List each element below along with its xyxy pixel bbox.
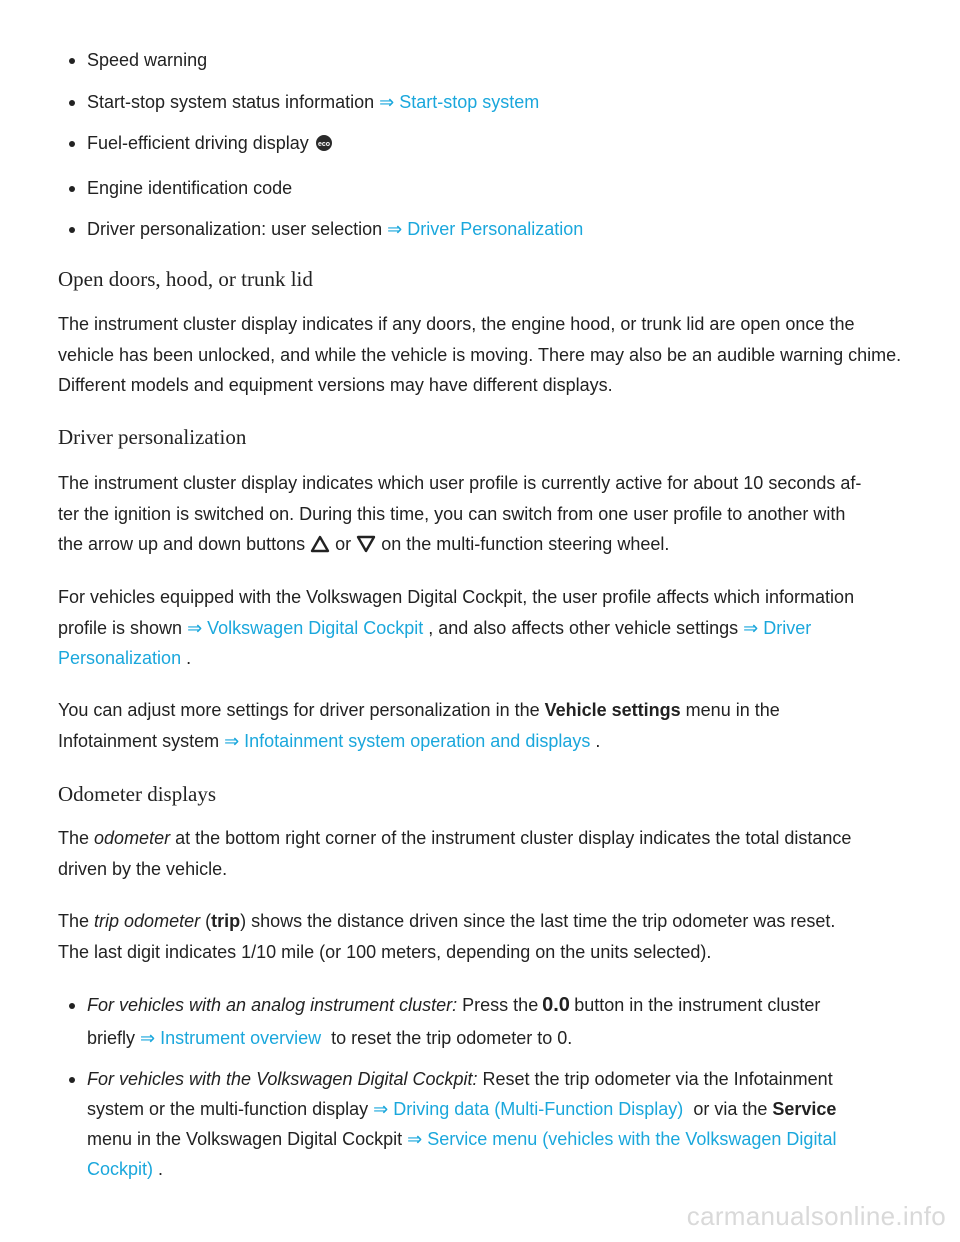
text-line: The instrument cluster display indicates which user profile is currently active for about 10 seconds af- [58, 473, 862, 493]
text-span: The [58, 911, 95, 931]
text-line: For vehicles equipped with the Volkswagen Digital Cockpit, the user profile affects which information [58, 587, 855, 607]
driver-personalization-link-start[interactable]: ⇒ Driver [743, 617, 812, 638]
text-line [87, 1124, 908, 1154]
text-line [58, 643, 908, 674]
list-item-text: Speed warning [87, 50, 208, 70]
digital-cockpit-label: For vehicles with the Volkswagen Digital Cockpit: [87, 1069, 478, 1089]
text-line [87, 1064, 908, 1094]
text-span: to reset the trip odometer to 0. [321, 1028, 573, 1048]
text-span: . [590, 730, 601, 751]
doors-paragraph: The instrument cluster display indicates if any doors, the engine hood, or trunk lid are open once the vehicle has been unlocked, and while the vehicle is moving. There may also be an audible warning chime. Different models and equipment versions may have different displays. [58, 314, 902, 395]
text-span: ) shows the distance driven since the last time the trip odometer was reset. [240, 911, 836, 931]
list-item-text: Driver personalization: user selection [87, 219, 388, 239]
text-line [87, 1154, 908, 1184]
text-span: . [181, 648, 192, 668]
text-span: menu in the Volkswagen Digital Cockpit [87, 1129, 408, 1149]
text-span: system or the multi-function display [87, 1099, 374, 1119]
text-line: ter the ignition is switched on. During this time, you can switch from one user profile to another with [58, 503, 846, 524]
trip-reset-button-icon [543, 993, 569, 1023]
infotainment-link[interactable]: ⇒ Infotainment system operation and displays [224, 730, 591, 751]
text-span: You can adjust more settings for driver personalization in the [58, 700, 545, 720]
odometer-reset-list [58, 990, 908, 1184]
arrow-up-button-icon [310, 532, 330, 563]
start-stop-link[interactable]: ⇒ Start-stop system [379, 91, 540, 112]
list-item [58, 1064, 908, 1184]
text-line [58, 906, 908, 937]
text-span: profile is shown [58, 617, 188, 638]
list-item [58, 45, 908, 75]
text-span: on the multi-function steering wheel. [376, 534, 670, 554]
list-item [58, 214, 908, 244]
feature-list [58, 45, 908, 256]
text-line [58, 529, 908, 563]
list-item-text: Start-stop system status information [87, 91, 380, 112]
arrow-down-button-icon [356, 532, 376, 563]
list-item-text: Engine identification code [87, 177, 293, 198]
watermark: carmanualsonline.info [686, 1201, 946, 1231]
driver-personalization-link[interactable]: ⇒ Driver Personalization [387, 219, 584, 239]
list-item [58, 173, 908, 203]
eco-icon [314, 131, 334, 161]
service-menu-link-start[interactable]: ⇒ Service menu (vehicles with the Volkswagen Digital [407, 1129, 837, 1149]
vehicle-settings-label: Vehicle settings [544, 700, 681, 720]
svg-text:eco: eco [317, 141, 330, 148]
text-span: menu in the [680, 700, 780, 720]
svg-text:0.0: 0.0 [543, 994, 570, 1014]
text-span: Reset the trip odometer via the Infotainment [477, 1069, 833, 1089]
text-span: or via the [683, 1099, 773, 1119]
text-span: Infotainment system [58, 730, 225, 751]
digital-cockpit-link[interactable]: ⇒ Volkswagen Digital Cockpit [187, 617, 424, 638]
text-span: . [153, 1159, 164, 1179]
text-line [58, 695, 908, 726]
text-line: driven by the vehicle. [58, 858, 228, 879]
driver-paragraph-1 [58, 468, 908, 563]
service-menu-link-end[interactable]: Cockpit) [87, 1159, 154, 1179]
text-span: the arrow up and down buttons [58, 534, 311, 554]
text-line: The last digit indicates 1/10 mile (or 100 meters, depending on the units selected). [58, 941, 712, 962]
list-item [58, 87, 908, 117]
text-span: briefly [87, 1028, 141, 1048]
text-line [87, 1023, 908, 1053]
list-item [58, 990, 908, 1053]
text-span: ( [200, 911, 212, 931]
instrument-overview-link[interactable]: ⇒ Instrument overview [140, 1028, 322, 1048]
driver-personalization-link-end[interactable]: Personalization [58, 648, 182, 668]
driver-paragraph-2 [58, 582, 908, 674]
text-span: , and also affects other vehicle settings [423, 617, 744, 638]
text-line [87, 990, 908, 1023]
driving-data-link[interactable]: ⇒ Driving data (Multi-Function Display) [373, 1099, 684, 1119]
section-title-odometer: Odometer displays [58, 782, 217, 806]
list-item-text: Fuel-efficient driving display [87, 133, 314, 153]
list-item [58, 128, 908, 161]
trip-odometer-term: trip odometer [94, 911, 201, 931]
section-title-doors: Open doors, hood, or trunk lid [58, 267, 313, 291]
trip-label: trip [211, 911, 241, 931]
service-label: Service [772, 1099, 837, 1119]
text-span: button in the instrument cluster [569, 995, 821, 1015]
text-line [58, 613, 908, 644]
text-line [87, 1094, 908, 1124]
text-span: or [330, 534, 357, 554]
text-span: Press the [457, 995, 544, 1015]
text-span: The [58, 828, 95, 848]
driver-paragraph-3 [58, 695, 908, 756]
text-line [58, 726, 908, 757]
analog-cluster-label: For vehicles with an analog instrument cluster: [87, 995, 458, 1015]
text-span: at the bottom right corner of the instrument cluster display indicates the total distance [170, 828, 852, 848]
odometer-paragraph-1 [58, 823, 908, 884]
odometer-term: odometer [94, 828, 171, 848]
section-title-driver-personalization: Driver personalization [58, 425, 247, 449]
text-line [58, 823, 908, 854]
odometer-paragraph-2 [58, 906, 908, 967]
